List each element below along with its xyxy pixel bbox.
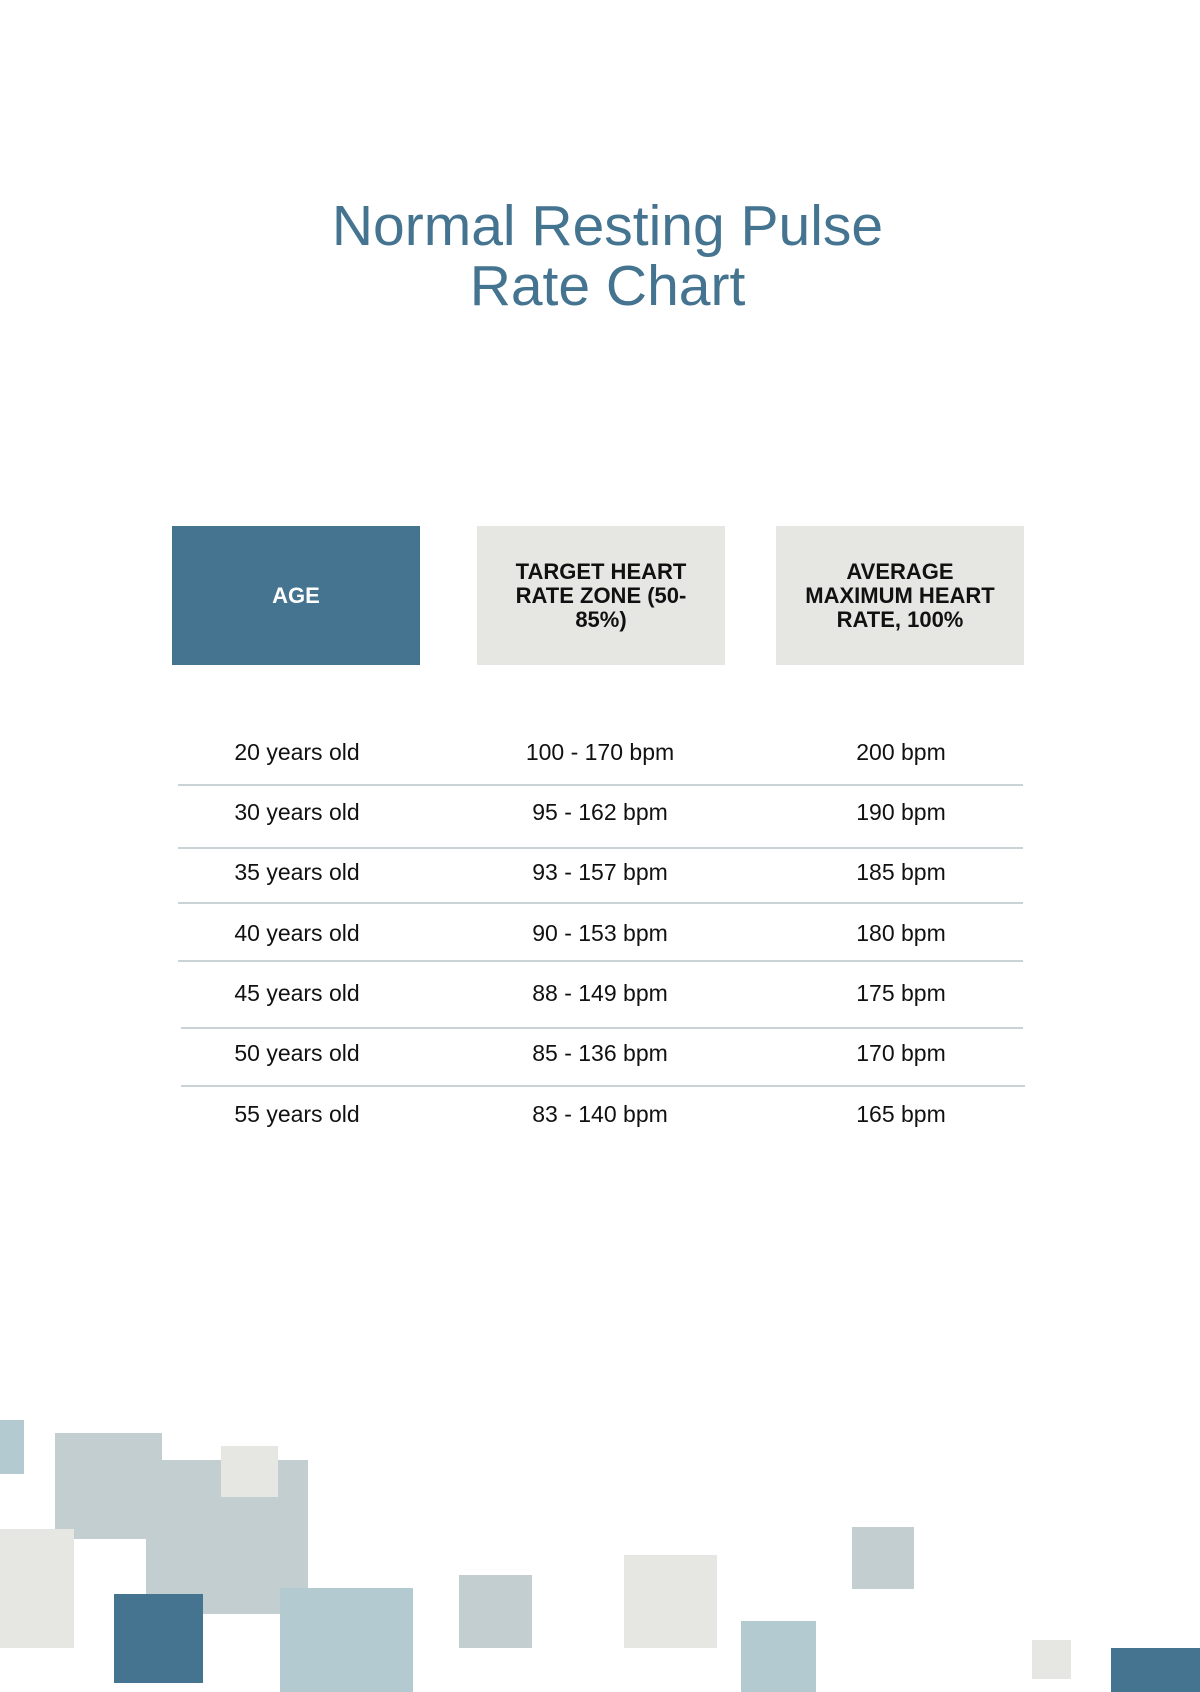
row-separator: [178, 960, 1023, 962]
cell-age: 20 years old: [234, 739, 360, 765]
cell-max-rate: 175 bpm: [856, 980, 946, 1006]
cell-age: 45 years old: [234, 980, 360, 1006]
cell-max-rate: 185 bpm: [856, 859, 946, 885]
decorative-square: [1032, 1640, 1071, 1679]
cell-target-zone: 95 - 162 bpm: [532, 799, 668, 825]
decorative-square: [459, 1575, 532, 1648]
row-separator: [178, 784, 1023, 786]
cell-age: 40 years old: [234, 920, 360, 946]
row-separator: [178, 847, 1023, 849]
cell-age: 55 years old: [234, 1101, 360, 1127]
header-target-heart-rate-zone: TARGET HEART RATE ZONE (50-85%): [477, 526, 725, 665]
cell-max-rate: 165 bpm: [856, 1101, 946, 1127]
decorative-square: [0, 1529, 74, 1648]
cell-max-rate: 190 bpm: [856, 799, 946, 825]
page-title-line-2: Rate Chart: [469, 254, 746, 318]
cell-target-zone: 85 - 136 bpm: [532, 1040, 668, 1066]
cell-max-rate: 200 bpm: [856, 739, 946, 765]
cell-age: 30 years old: [234, 799, 360, 825]
cell-max-rate: 180 bpm: [856, 920, 946, 946]
cell-target-zone: 100 - 170 bpm: [525, 739, 675, 765]
cell-age: 35 years old: [234, 859, 360, 885]
decorative-square: [280, 1588, 413, 1692]
row-separator: [178, 902, 1023, 904]
decorative-square: [0, 1420, 24, 1474]
decorative-square: [624, 1555, 717, 1648]
row-separator: [181, 1085, 1025, 1087]
cell-target-zone: 90 - 153 bpm: [532, 920, 668, 946]
header-age: AGE: [172, 526, 420, 665]
page-title-line-1: Normal Resting Pulse: [331, 194, 884, 258]
page-title: [0, 196, 1200, 316]
cell-target-zone: 93 - 157 bpm: [532, 859, 668, 885]
cell-age: 50 years old: [234, 1040, 360, 1066]
cell-target-zone: 83 - 140 bpm: [532, 1101, 668, 1127]
decorative-square: [852, 1527, 914, 1589]
decorative-square: [114, 1594, 203, 1683]
decorative-square: [221, 1446, 278, 1497]
decorative-square: [1111, 1648, 1200, 1692]
row-separator: [181, 1027, 1023, 1029]
cell-max-rate: 170 bpm: [856, 1040, 946, 1066]
header-average-maximum-heart-rate: AVERAGE MAXIMUM HEART RATE, 100%: [776, 526, 1024, 665]
decorative-square: [741, 1621, 816, 1692]
cell-target-zone: 88 - 149 bpm: [532, 980, 668, 1006]
